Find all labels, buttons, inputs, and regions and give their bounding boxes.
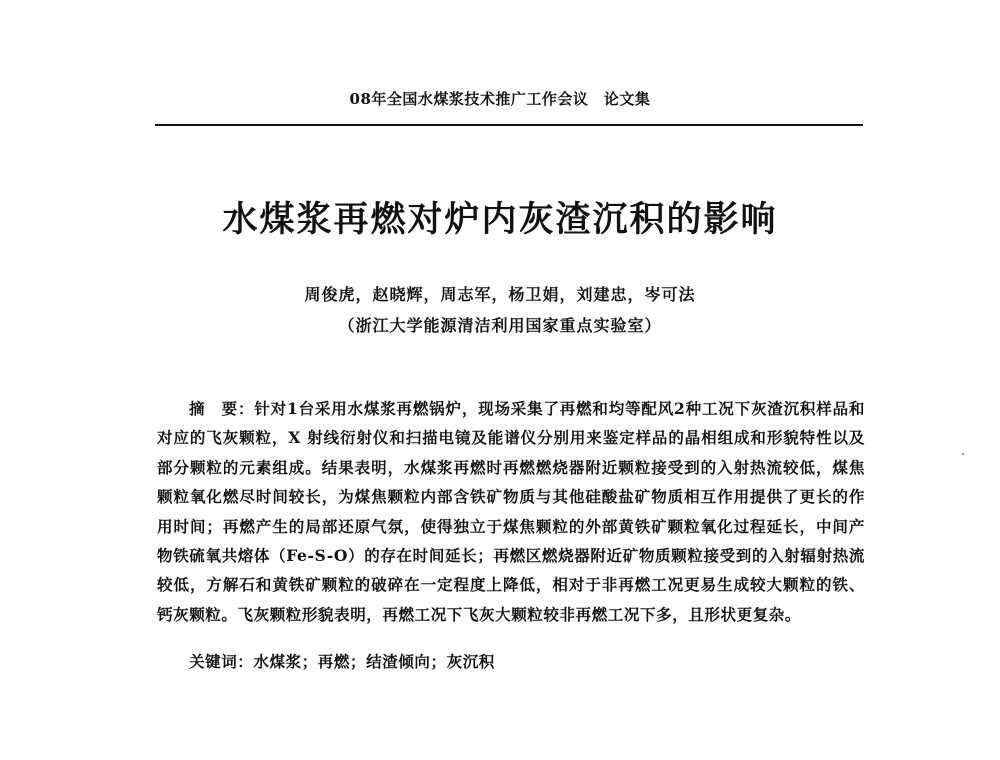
header-rule — [155, 124, 863, 126]
abstract-label: 摘 要： — [189, 399, 255, 418]
scan-speck — [962, 453, 964, 455]
abstract — [157, 394, 865, 629]
abstract-text: 针对1台采用水煤浆再燃锅炉，现场采集了再燃和均等配风2种工况下灰渣沉积样品和对应的飞灰颗粒，X 射线衍射仪和扫描电镜及能谱仪分别用来鉴定样品的晶相组成和形貌特性以及部分颗粒的元素组成。结果表明，水煤浆再燃时再燃燃烧器附近颗粒接受到的入射热流较低，煤焦颗粒氧化燃尽时间较长，为煤焦颗粒内部含铁矿物质与其他硅酸盐矿物质相互作用提供了更长的作用时间；再燃产生的局部还原气氛，使得独立于煤焦颗粒的外部黄铁矿颗粒氧化过程延长，中间产物铁硫氧共熔体（Fe-S-O）的存在时间延长；再燃区燃烧器附近矿物质颗粒接受到的入射辐射热流较低，方解石和黄铁矿颗粒的破碎在一定程度上降低，相对于非再燃工况更易生成较大颗粒的铁、钙灰颗粒。飞灰颗粒形貌表明，再燃工况下飞灰大颗粒较非再燃工况下多，且形状更复杂。 — [157, 399, 866, 624]
author-list: 周俊虎，赵晓辉，周志军，杨卫娟，刘建忠，岑可法 — [304, 285, 696, 304]
keywords — [189, 650, 865, 672]
keywords-text: 水煤浆；再燃；结渣倾向；灰沉积 — [253, 652, 495, 671]
running-head: 08年全国水煤浆技术推广工作会议 论文集 — [349, 90, 651, 108]
paper-title: 水煤浆再燃对炉内灰渣沉积的影响 — [222, 200, 778, 240]
keywords-label: 关键词： — [189, 652, 254, 671]
affiliation: （浙江大学能源清洁利用国家重点实验室） — [338, 316, 662, 335]
